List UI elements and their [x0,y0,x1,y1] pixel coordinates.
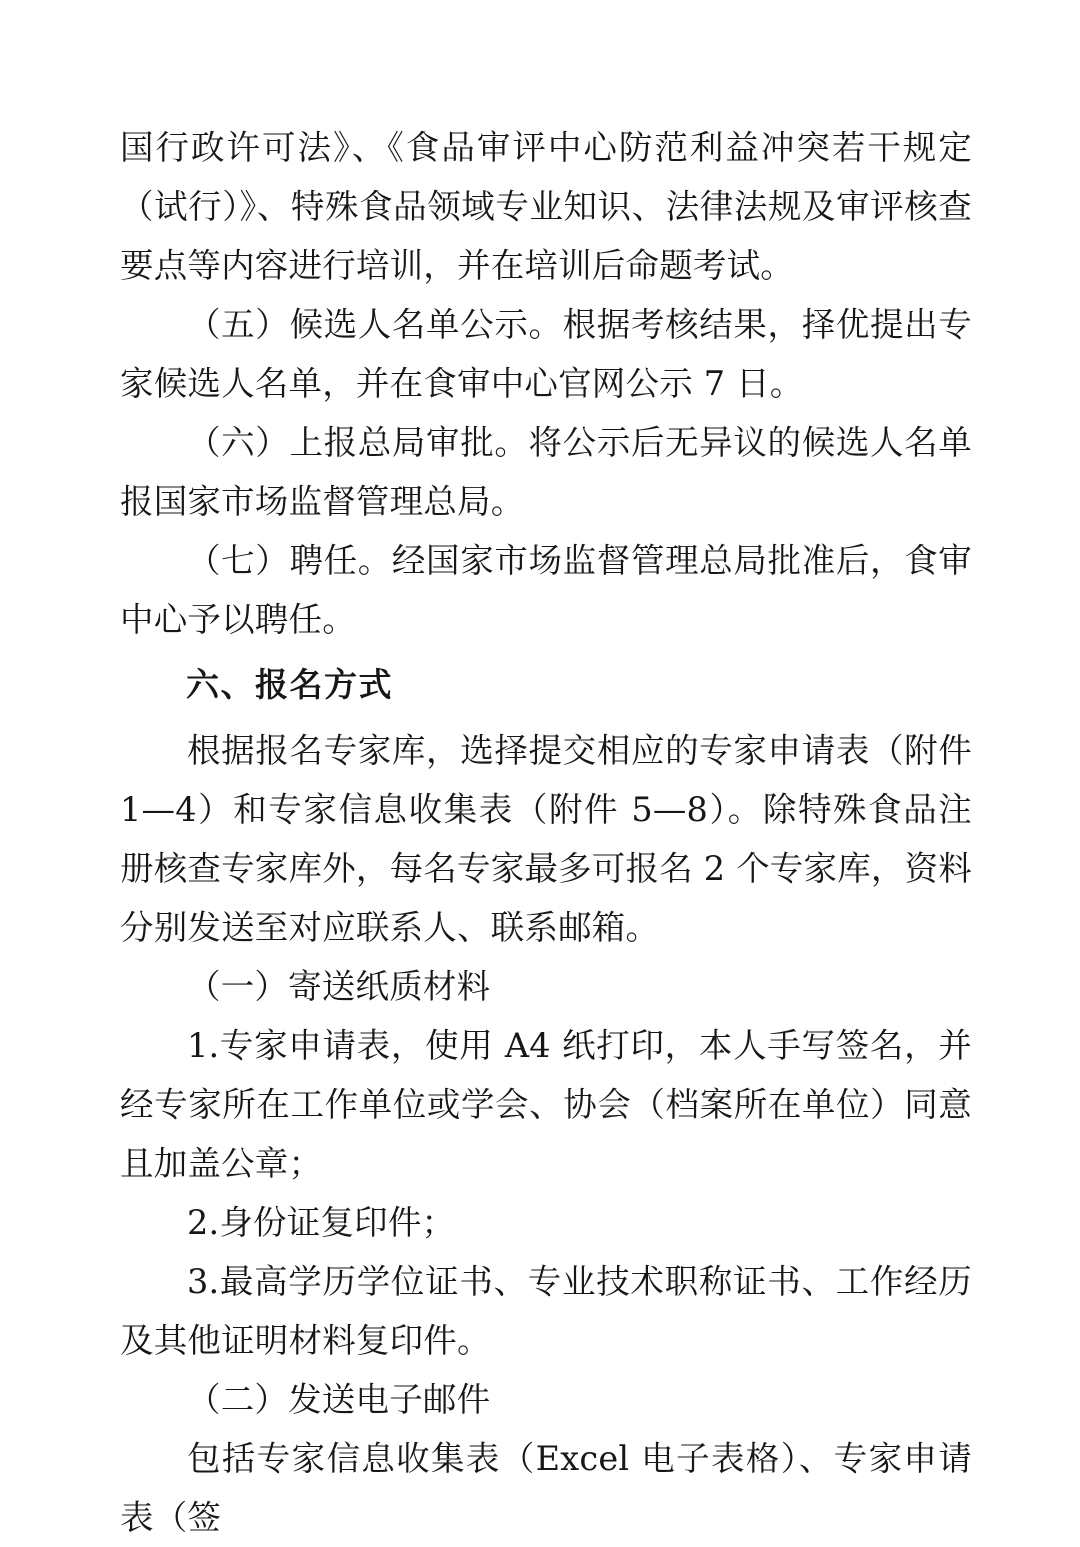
paragraph-item-six: （六）上报总局审批。将公示后无异议的候选人名单报国家市场监督管理总局。 [120,423,972,521]
paragraph-sub-one-title: （一）寄送纸质材料 [187,967,491,1006]
paragraph-continued: 国行政许可法》、《食品审评中心防范利益冲突若干规定（试行）》、特殊食品领域专业知识、法律法规及审评核查要点等内容进行培训，并在培训后命题考试。 [120,128,972,285]
paragraph-sub-one-item-two: 2.身份证复印件； [187,1203,456,1242]
paragraph-sub-one-item-one: 1.专家申请表，使用 A4 纸打印，本人手写签名，并经专家所在工作单位或学会、协会（档案所在单位）同意且加盖公章； [120,1026,972,1183]
section-heading-six: 六、报名方式 [186,665,393,704]
document-body [120,118,972,1547]
paragraph-sub-two-body: 包括专家信息收集表（Excel 电子表格）、专家申请表（签 [120,1439,972,1537]
paragraph-sub-one-item-three: 3.最高学历学位证书、专业技术职称证书、工作经历及其他证明材料复印件。 [120,1262,972,1360]
paragraph-item-five: （五）候选人名单公示。根据考核结果，择优提出专家候选人名单，并在食审中心官网公示 7 日。 [120,305,972,403]
paragraph-registration-intro: 根据报名专家库，选择提交相应的专家申请表（附件 1—4）和专家信息收集表（附件 5—8）。除特殊食品注册核查专家库外，每名专家最多可报名 2 个专家库，资料分别发送至对应联系人、联系邮箱。 [120,731,973,947]
paragraph-item-seven: （七）聘任。经国家市场监督管理总局批准后，食审中心予以聘任。 [120,541,972,639]
paragraph-sub-two-title: （二）发送电子邮件 [187,1380,491,1419]
